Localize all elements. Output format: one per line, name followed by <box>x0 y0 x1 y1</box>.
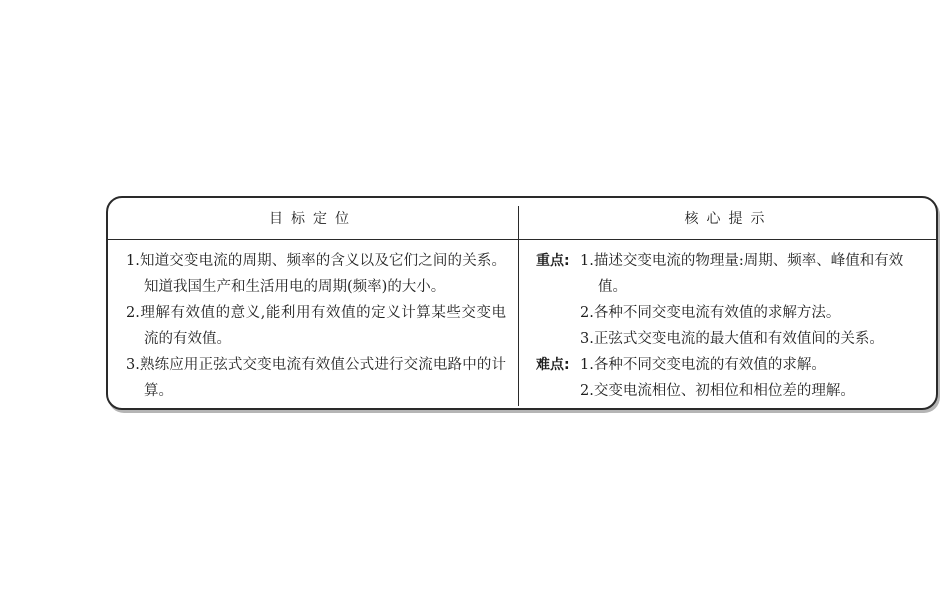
key-point-item: 1.描述交变电流的物理量:周期、频率、峰值和有效值。 <box>580 253 904 295</box>
objective-item: 3.熟练应用正弦式交变电流有效值公式进行交流电路中的计算。 <box>126 357 506 399</box>
key-points-label: 重点: <box>536 253 570 269</box>
objectives-column <box>126 248 506 404</box>
objective-item: 1.知道交变电流的周期、频率的含义以及它们之间的关系。知道我国生产和生活用电的周期(频率)的大小。 <box>126 253 506 295</box>
objectives-header: 目标定位 <box>269 211 357 227</box>
key-point-item: 2.各种不同交变电流有效值的求解方法。 <box>580 305 841 321</box>
table-header-row <box>108 198 936 240</box>
difficult-points-label: 难点: <box>536 357 570 373</box>
column-divider <box>518 206 519 406</box>
key-points-section <box>536 248 928 352</box>
summary-table <box>106 196 938 410</box>
key-tips-column <box>536 248 928 404</box>
key-point-item: 3.正弦式交变电流的最大值和有效值间的关系。 <box>580 331 884 347</box>
difficult-point-item: 1.各种不同交变电流的有效值的求解。 <box>580 357 826 373</box>
key-tips-header: 核心提示 <box>684 211 773 227</box>
objective-item: 2.理解有效值的意义,能利用有效值的定义计算某些交变电流的有效值。 <box>126 305 506 347</box>
difficult-points-section <box>536 352 928 404</box>
difficult-point-item: 2.交变电流相位、初相位和相位差的理解。 <box>580 383 855 399</box>
